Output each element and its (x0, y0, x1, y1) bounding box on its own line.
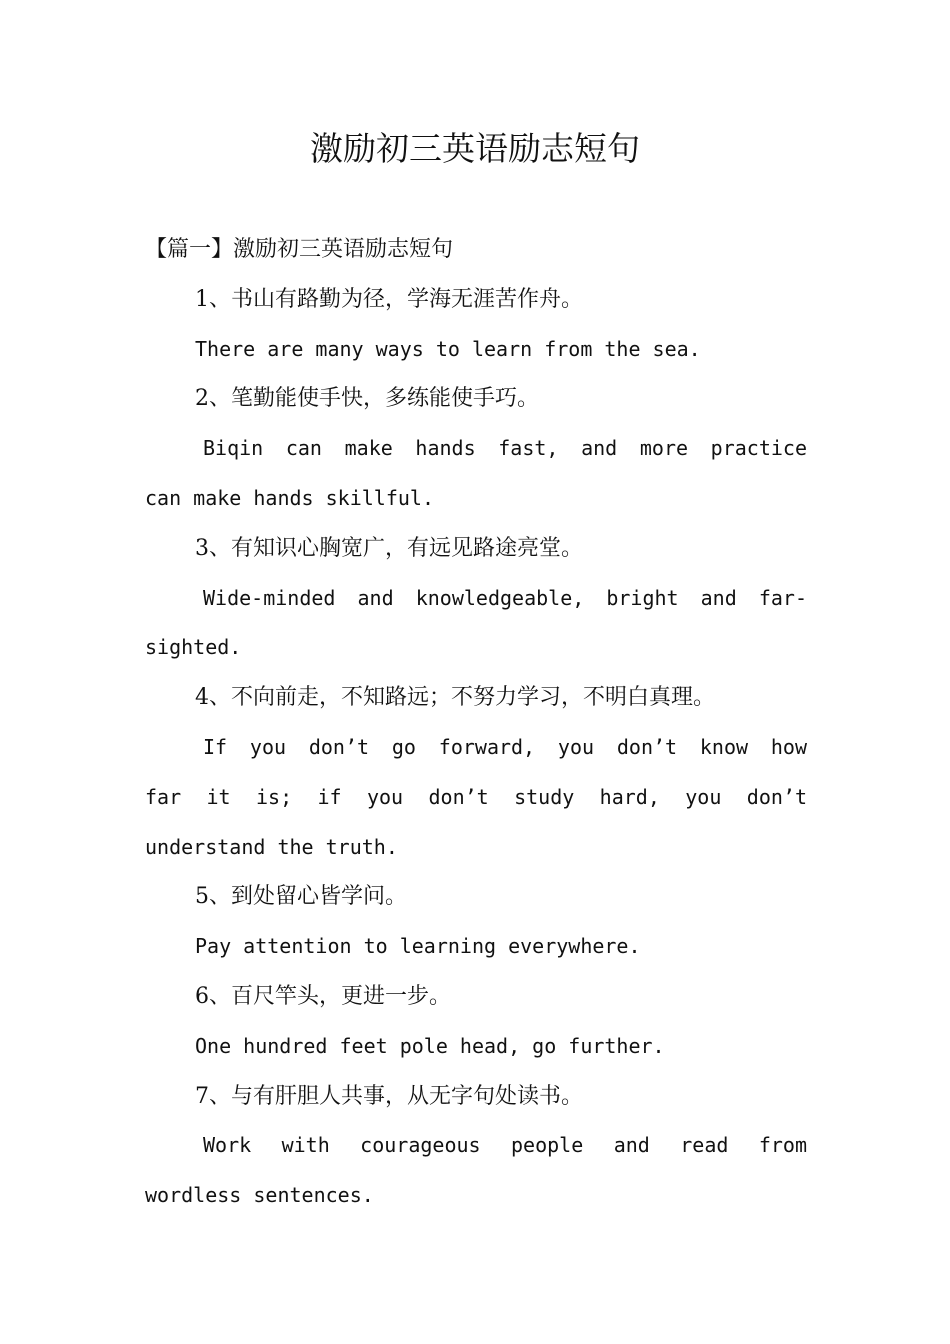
quote-zh-5: 5、到处留心皆学问。 (195, 884, 407, 910)
document-title: 激励初三英语励志短句 (310, 129, 640, 168)
quote-en-1-line-1: There are many ways to learn from the sea. (195, 336, 701, 361)
quote-en-7-line-1: Work with courageous people and read from (203, 1133, 807, 1158)
document-body (145, 225, 807, 1221)
quote-zh-7: 7、与有肝胆人共事，从无字句处读书。 (195, 1083, 583, 1109)
quote-en-2-line-2: can make hands skillful. (145, 485, 434, 510)
quote-en-6-line-1: One hundred feet pole head, go further. (195, 1033, 665, 1058)
section-heading: 【篇一】激励初三英语励志短句 (145, 237, 454, 262)
quote-en-5-line-1: Pay attention to learning everywhere. (195, 934, 641, 959)
quote-en-4-line-2: far it is; if you don’t study hard, you don’t (145, 784, 807, 809)
quote-en-7-line-2: wordless sentences. (145, 1183, 374, 1208)
quote-en-2-line-1: Biqin can make hands fast, and more practice (203, 436, 807, 461)
quote-en-3-line-2: sighted. (145, 635, 242, 660)
quote-en-3-line-1: Wide-minded and knowledgeable, bright and far- (203, 585, 807, 610)
quote-en-4-line-1: If you don’t go forward, you don’t know how (203, 734, 807, 759)
quote-zh-1: 1、书山有路勤为径，学海无涯苦作舟。 (195, 286, 583, 312)
quote-zh-6: 6、百尺竿头，更进一步。 (195, 983, 451, 1009)
quote-zh-4: 4、不向前走，不知路远；不努力学习，不明白真理。 (195, 685, 715, 711)
quote-zh-2: 2、笔勤能使手快，多练能使手巧。 (195, 386, 539, 412)
quote-zh-3: 3、有知识心胸宽广，有远见路途亮堂。 (195, 535, 583, 561)
quote-en-4-line-3: understand the truth. (145, 834, 398, 859)
